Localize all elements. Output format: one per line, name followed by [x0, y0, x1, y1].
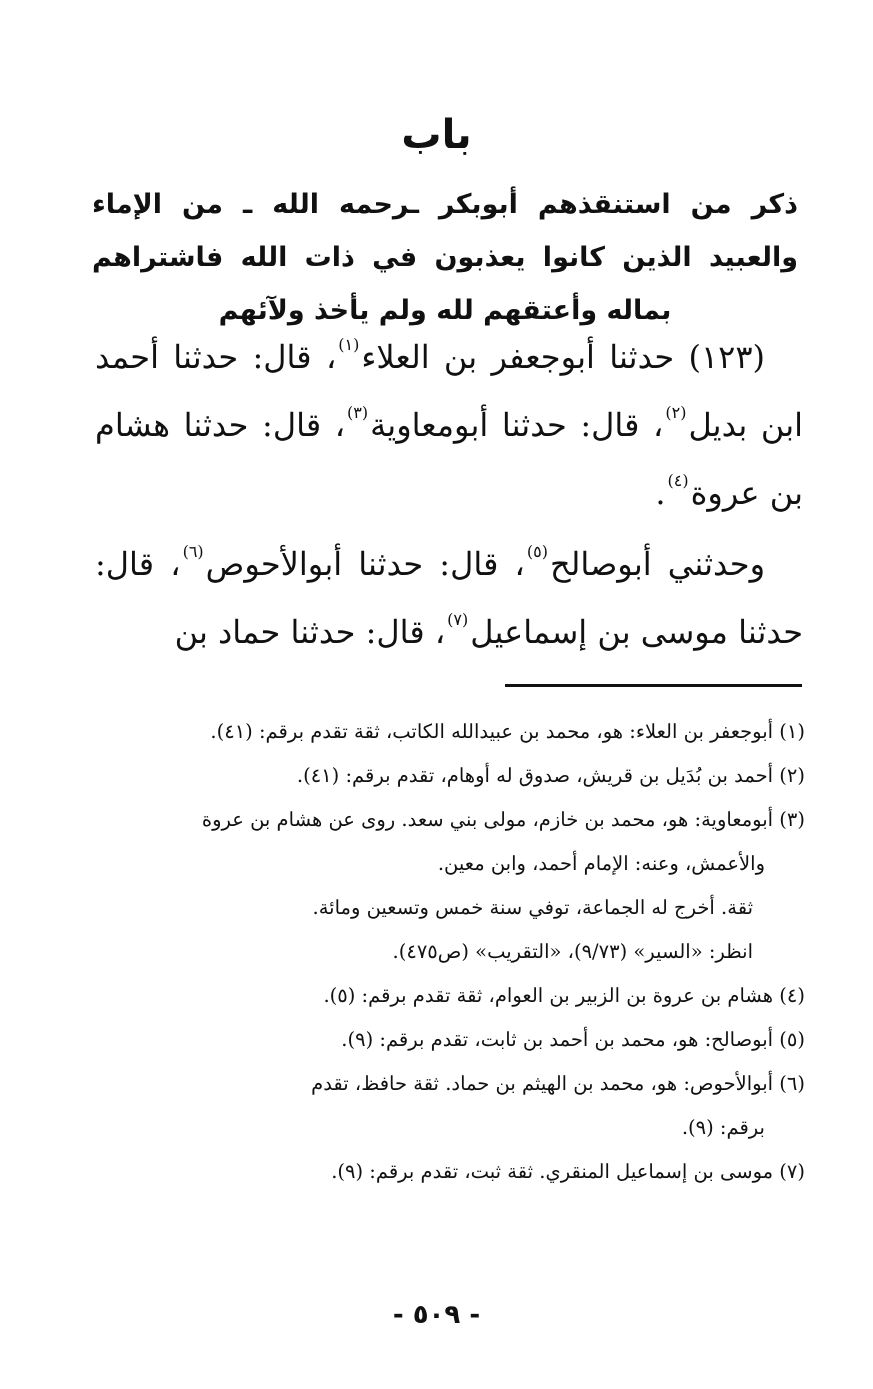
para2-text-c: ، قال: حدثنا موسى بن إسماعيل	[95, 545, 803, 651]
footnote-3-line-3: ثقة. أخرج له الجماعة، توفي سنة خمس وتسعين ومائة.	[312, 896, 753, 919]
footnote-ref-2[interactable]: (٢)	[665, 403, 687, 422]
footnote-6-line-1: (٦) أبوالأحوص: هو، محمد بن الهيثم بن حماد. ثقة حافظ، تقدم	[311, 1072, 805, 1095]
footnote-ref-3[interactable]: (٣)	[347, 403, 369, 422]
para1-text-c: ، قال: حدثنا أبومعاوية	[370, 406, 664, 444]
footnote-ref-4[interactable]: (٤)	[667, 471, 689, 490]
chapter-title: باب	[401, 112, 472, 158]
footnote-1: (١) أبوجعفر بن العلاء: هو، محمد بن عبيدالله الكاتب، ثقة تقدم برقم: (٤١).	[210, 720, 805, 743]
para2-text-b: ، قال: حدثنا أبوالأحوص	[205, 545, 525, 583]
para2-text-a: وحدثني أبوصالح	[549, 545, 766, 583]
footnote-5: (٥) أبوصالح: هو، محمد بن أحمد بن ثابت، تقدم برقم: (٩).	[341, 1028, 805, 1051]
para1-text-e: .	[655, 474, 666, 512]
para2-text-d: ، قال: حدثنا حماد بن	[174, 613, 446, 651]
footnote-ref-6[interactable]: (٦)	[182, 542, 204, 561]
footnote-2: (٢) أحمد بن بُدَيل بن قريش، صدوق له أوهام، تقدم برقم: (٤١).	[296, 764, 805, 787]
footnote-6-line-2: برقم: (٩).	[681, 1116, 765, 1139]
footnote-3-line-2: والأعمش، وعنه: الإمام أحمد، وابن معين.	[437, 852, 765, 875]
footnote-separator	[505, 684, 802, 687]
footnote-3-line-4: انظر: «السير» (٩/٧٣)، «التقريب» (ص٤٧٥).	[392, 940, 753, 963]
para1-text-b: ، قال: حدثنا أحمد ابن بديل	[95, 338, 804, 444]
page-number: - ٥٠٩ -	[392, 1300, 481, 1330]
footnote-3-line-1: (٣) أبومعاوية: هو، محمد بن خازم، مولى بني سعد. روى عن هشام بن عروة	[201, 808, 805, 831]
footnote-6	[95, 1062, 805, 1150]
footnote-ref-7[interactable]: (٧)	[447, 610, 469, 629]
para1-text-a: (١٢٣) حدثنا أبوجعفر بن العلاء	[361, 338, 766, 376]
footnote-4: (٤) هشام بن عروة بن الزبير بن العوام، ثقة تقدم برقم: (٥).	[323, 984, 805, 1007]
para1-text-d: ، قال: حدثنا هشام بن عروة	[95, 406, 803, 512]
footnote-3	[95, 798, 805, 974]
footnote-ref-5[interactable]: (٥)	[526, 542, 548, 561]
hadith-paragraph-2	[95, 530, 803, 666]
footnote-ref-1[interactable]: (١)	[338, 335, 360, 354]
footnote-7: (٧) موسى بن إسماعيل المنقري. ثقة ثبت، تقدم برقم: (٩).	[331, 1160, 805, 1183]
hadith-paragraph-1	[95, 323, 803, 527]
footnotes-section	[95, 710, 805, 1194]
chapter-subtitle: ذكر من استنقذهم أبوبكر ـرحمه الله ـ من الإماء والعبيد الذين كانوا يعذبون في ذات الله فاشتراهم بماله وأعتقهم لله ولم يأخذ ولآئهم	[92, 189, 798, 326]
